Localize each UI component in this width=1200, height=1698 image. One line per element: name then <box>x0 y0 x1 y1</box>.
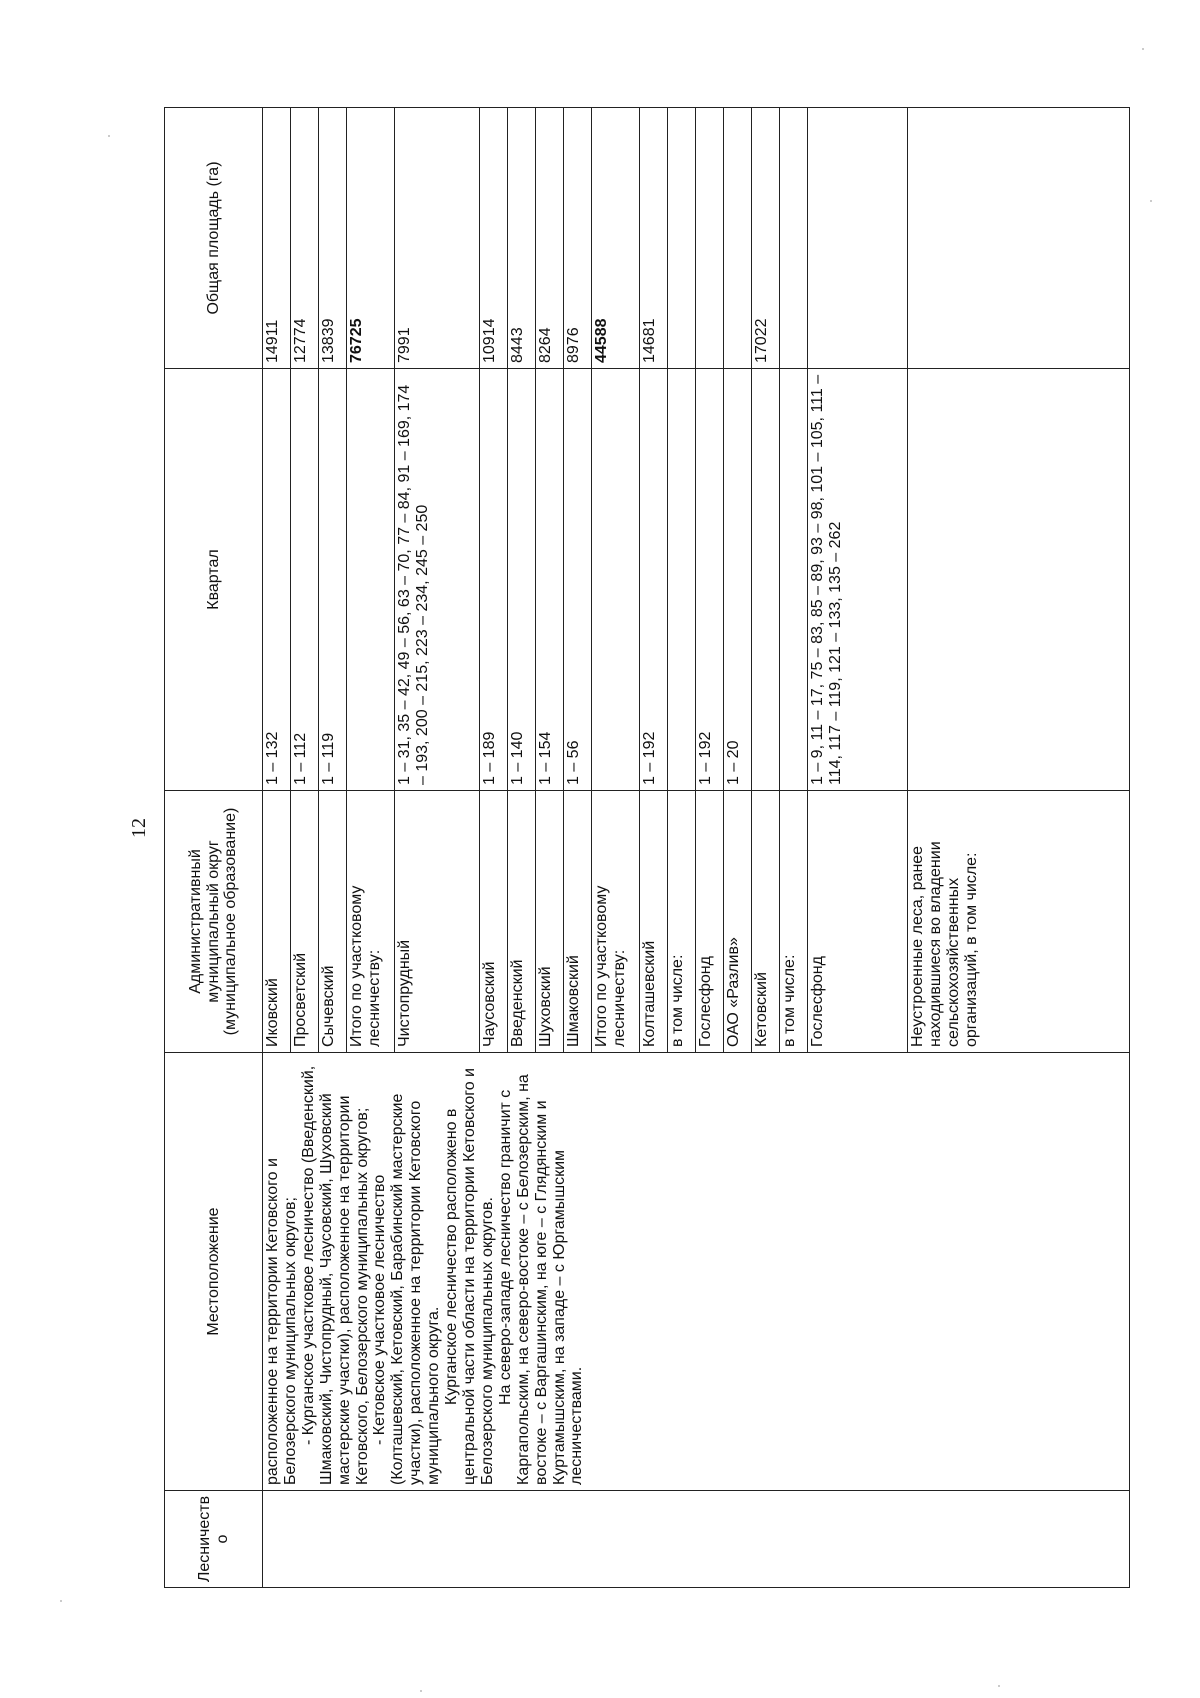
district-cell: в том числе: <box>668 791 696 1053</box>
district-cell: Колташевский <box>640 791 668 1053</box>
area-cell: 8443 <box>508 108 536 369</box>
quarter-cell <box>752 369 780 791</box>
area-cell: 7991 <box>395 108 480 369</box>
scan-speck <box>1150 200 1152 202</box>
forestry-table <box>164 107 1130 1588</box>
area-cell: 14911 <box>263 108 291 369</box>
quarter-cell <box>592 369 640 791</box>
district-cell: Неустроенные леса, ранее находившиеся во владении сельскохозяйственных организаций, в том числе: <box>908 791 1130 1053</box>
quarter-cell: 1 – 192 <box>640 369 668 791</box>
district-cell: в том числе: <box>780 791 808 1053</box>
location-paragraph: Курганское лесничество расположено в центральной части области на территории Кетовского и Белозерского муниципальных округов. <box>443 1068 496 1485</box>
scan-speck <box>60 1600 62 1602</box>
subtotal-area-cell: 76725 <box>347 108 395 369</box>
area-cell: 14681 <box>640 108 668 369</box>
area-cell: 13839 <box>319 108 347 369</box>
district-cell: Гослесфонд <box>696 791 724 1053</box>
area-cell: 17022 <box>752 108 780 369</box>
area-cell: 8264 <box>536 108 564 369</box>
area-cell: 8976 <box>564 108 592 369</box>
district-cell: Шмаковский <box>564 791 592 1053</box>
quarter-cell <box>908 369 1130 791</box>
quarter-cell: 1 – 140 <box>508 369 536 791</box>
location-paragraph: На северо-западе лесничество граничит с Каргапольским, на северо-востоке – с Белозерским, на востоке – с Варгашинским, на юге – с Глядянским и Куртамышским, на западе – с Юргамышским лесничествами. <box>496 1074 586 1485</box>
subtotal-area-cell: 44588 <box>592 108 640 369</box>
location-paragraph: расположенное на территории Кетовского и Белозерского муниципальных округов; <box>264 1158 299 1485</box>
quarter-cell: 1 – 9, 11 – 17, 75 – 83, 85 – 89, 93 – 98, 101 – 105, 111 – 114, 117 – 119, 121 – 133, 135 – 262 <box>808 369 908 791</box>
quarter-cell: 1 – 119 <box>319 369 347 791</box>
quarter-cell: 1 – 192 <box>696 369 724 791</box>
area-cell: 12774 <box>291 108 319 369</box>
quarter-cell <box>780 369 808 791</box>
page-number: 12 <box>128 818 150 838</box>
district-cell: Гослесфонд <box>808 791 908 1053</box>
area-cell <box>808 108 908 369</box>
district-cell: ОАО «Разлив» <box>724 791 752 1053</box>
district-cell: Иковский <box>263 791 291 1053</box>
quarter-cell <box>668 369 696 791</box>
scan-speck <box>108 135 110 137</box>
scan-speck <box>420 1690 422 1692</box>
district-cell: Итого по участковому лесничеству: <box>347 791 395 1053</box>
quarter-cell: 1 – 31, 35 – 42, 49 – 56, 63 – 70, 77 – 84, 91 – 169, 174 – 193, 200 – 215, 223 – 234, 245 – 250 <box>395 369 480 791</box>
scan-speck <box>998 1685 1000 1687</box>
area-cell <box>908 108 1130 369</box>
area-cell: 10914 <box>480 108 508 369</box>
header-quarter: Квартал <box>165 369 263 791</box>
district-cell: Чаусовский <box>480 791 508 1053</box>
district-cell: Итого по участковому лесничеству: <box>592 791 640 1053</box>
district-cell: Кетовский <box>752 791 780 1053</box>
quarter-cell: 1 – 154 <box>536 369 564 791</box>
quarter-cell: 1 – 20 <box>724 369 752 791</box>
header-row <box>165 108 263 1588</box>
quarter-cell <box>347 369 395 791</box>
header-area: Общая площадь (га) <box>165 108 263 369</box>
quarter-cell: 1 – 56 <box>564 369 592 791</box>
location-cell <box>263 1053 1130 1491</box>
header-district: Административный муниципальный округ (муниципальное образование) <box>165 791 263 1053</box>
scan-speck <box>1142 48 1144 50</box>
forestry-cell <box>263 1491 1130 1588</box>
header-forestry: Лесничество <box>165 1491 263 1588</box>
area-cell <box>668 108 696 369</box>
area-cell <box>780 108 808 369</box>
quarter-cell: 1 – 132 <box>263 369 291 791</box>
location-paragraph: - Кетовское участковое лесничество (Колташевский, Кетовский, Барабинский мастерские участки), расположенное на территории Кетовского муниципального округа. <box>371 1093 443 1485</box>
district-cell: Введенский <box>508 791 536 1053</box>
quarter-cell: 1 – 189 <box>480 369 508 791</box>
district-cell: Шуховский <box>536 791 564 1053</box>
area-cell <box>696 108 724 369</box>
district-cell: Чистопрудный <box>395 791 480 1053</box>
area-cell <box>724 108 752 369</box>
district-cell: Сычевский <box>319 791 347 1053</box>
header-location: Местоположение <box>165 1053 263 1491</box>
quarter-cell: 1 – 112 <box>291 369 319 791</box>
location-paragraph: - Курганское участковое лесничество (Введенский, Шмаковский, Чистопрудный, Чаусовский, Шуховский мастерские участки), расположенное на территории Кетовского, Белозерского муниципальных округов; <box>299 1065 371 1485</box>
table-row <box>263 108 291 1588</box>
district-cell: Просветский <box>291 791 319 1053</box>
rotated-page <box>164 108 1130 1588</box>
